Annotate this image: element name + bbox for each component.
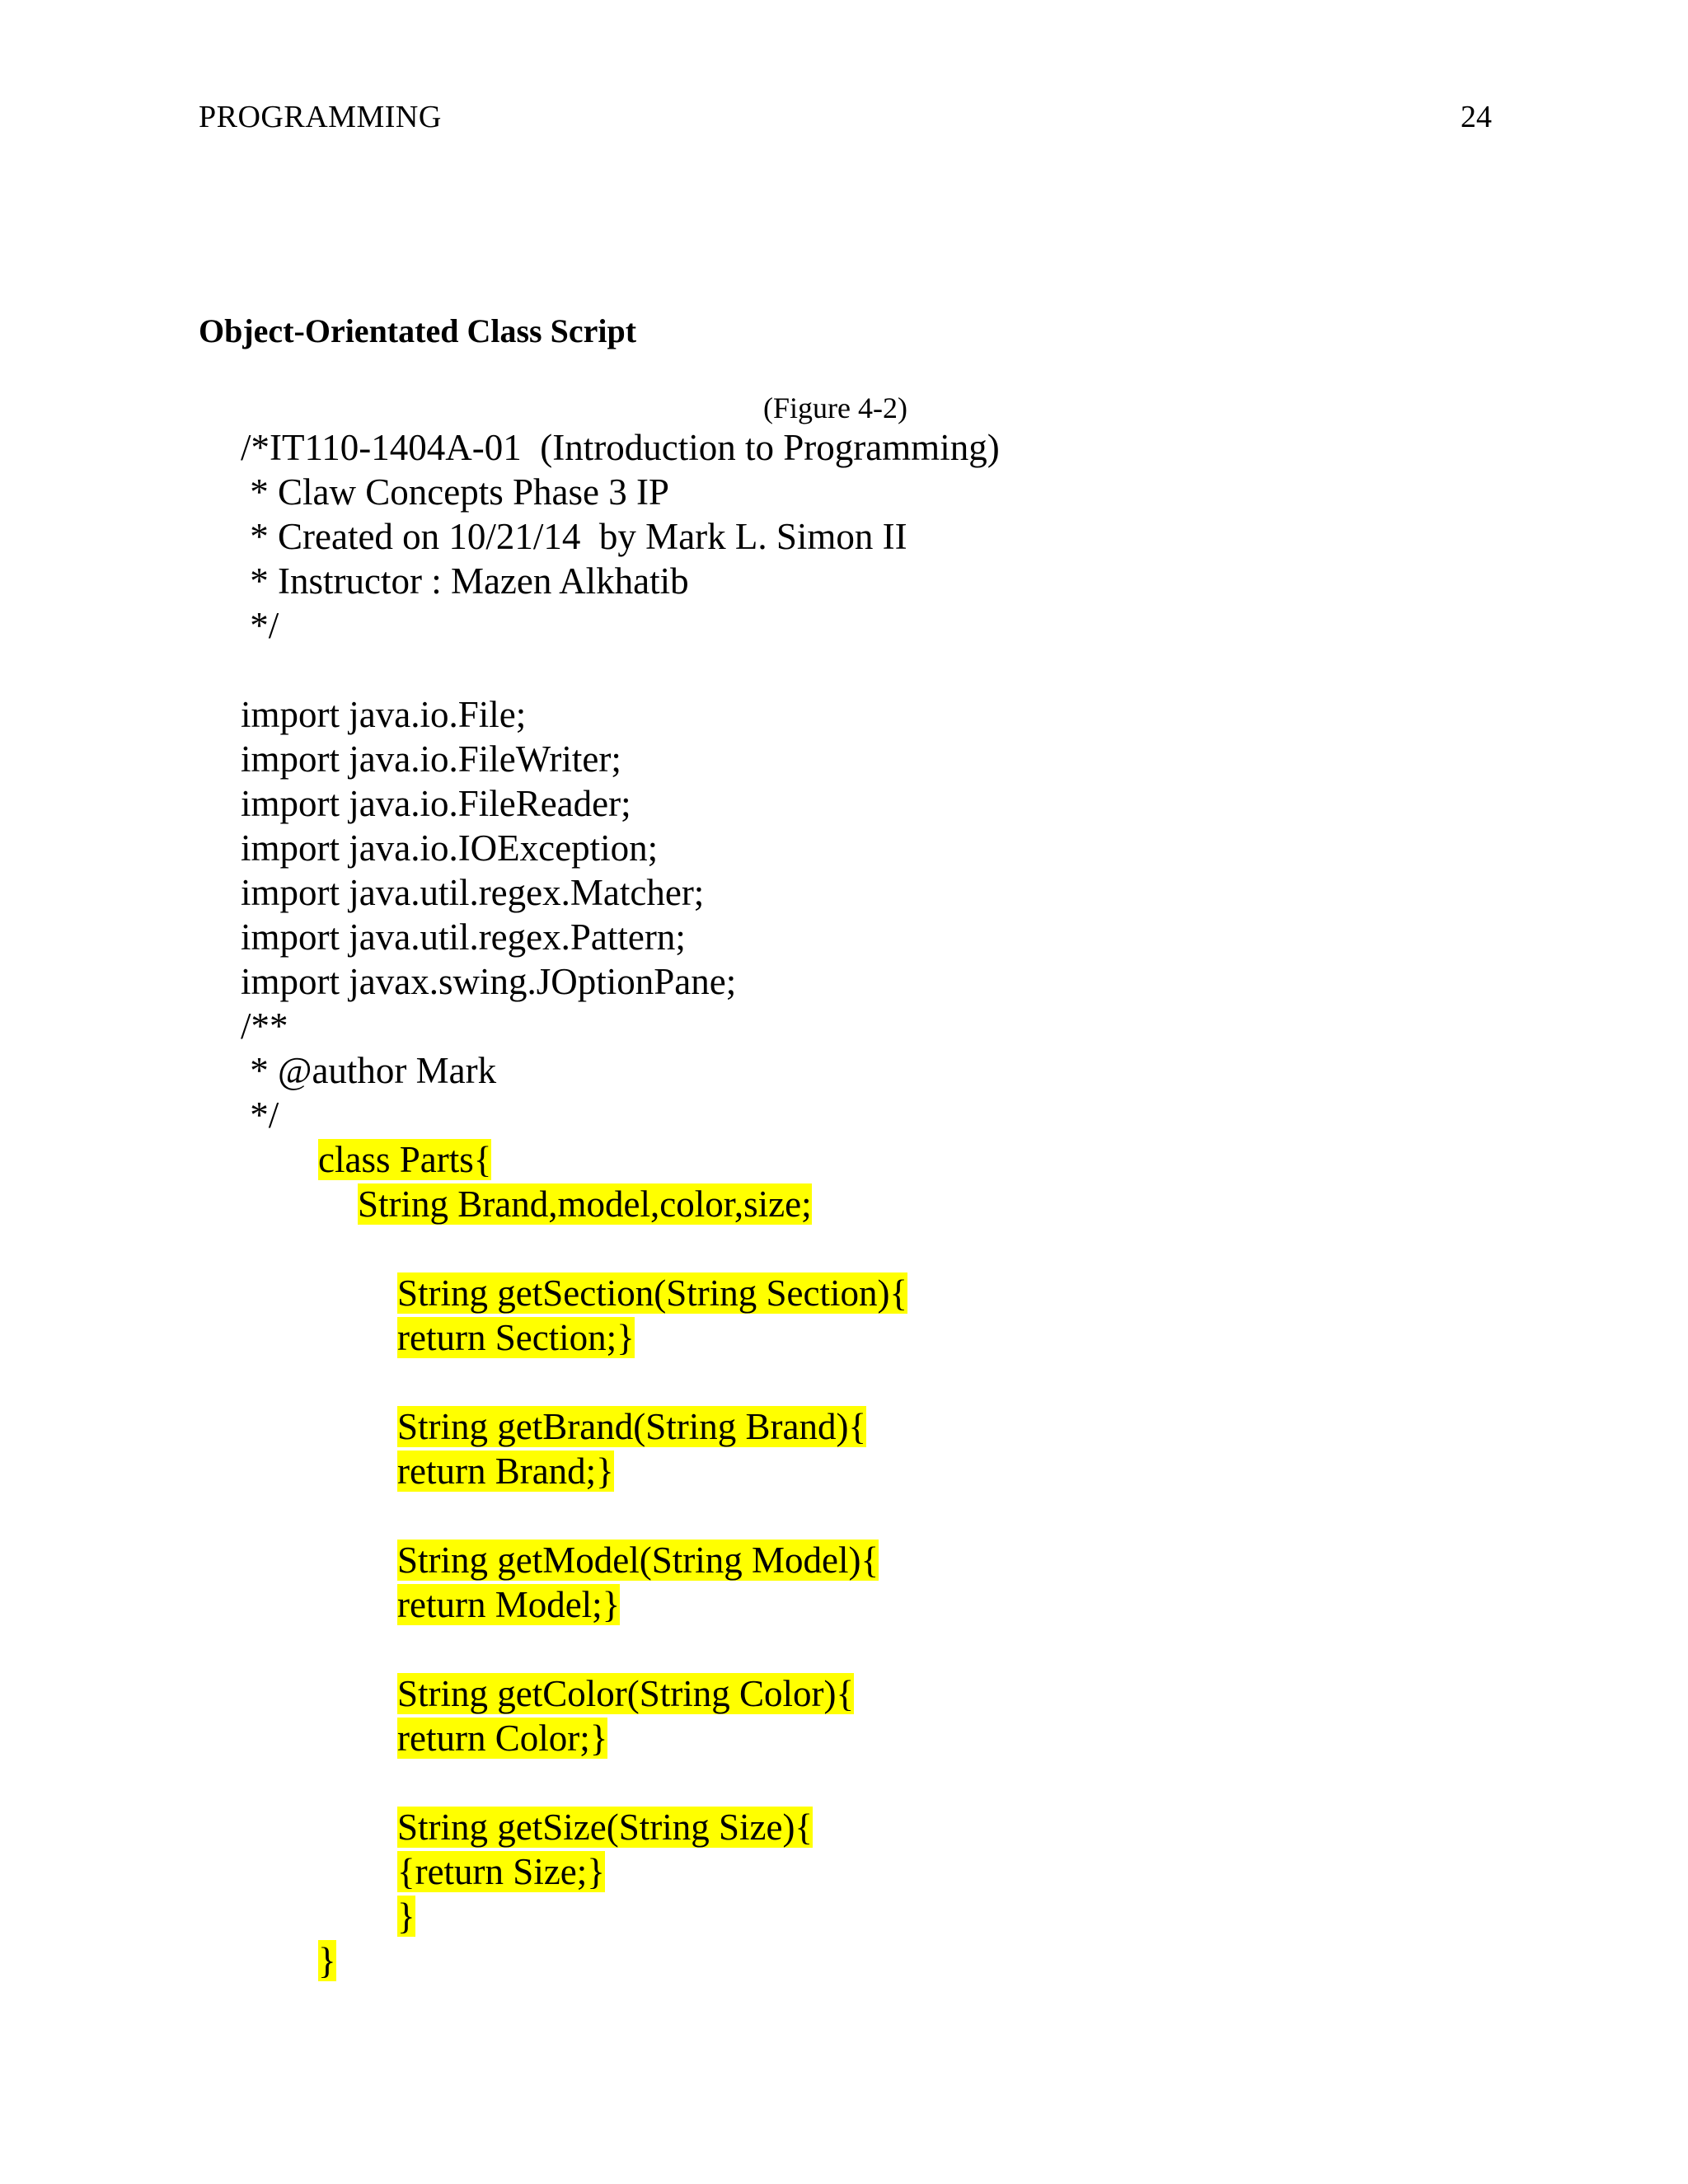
javadoc-line: /** — [241, 1005, 288, 1047]
javadoc-line: * @author Mark — [241, 1050, 497, 1091]
import-line: import java.io.File; — [241, 694, 527, 735]
comment-line: */ — [241, 605, 279, 646]
method-body: return Brand;} — [397, 1451, 614, 1492]
method-signature: String getSection(String Section){ — [397, 1272, 908, 1314]
import-line: import java.util.regex.Pattern; — [241, 916, 686, 958]
running-head: PROGRAMMING — [199, 100, 442, 134]
import-line: import java.io.FileReader; — [241, 783, 631, 824]
method-body: return Section;} — [397, 1317, 635, 1358]
class-declaration: class Parts{ — [318, 1139, 492, 1180]
method-signature: String getBrand(String Brand){ — [397, 1406, 867, 1447]
method-body: return Color;} — [397, 1718, 608, 1759]
method-close-brace: } — [397, 1896, 415, 1937]
comment-line: /*IT110-1404A-01 (Introduction to Programming) — [241, 427, 1000, 468]
field-declaration: String Brand,model,color,size; — [358, 1183, 812, 1225]
javadoc-line: */ — [241, 1094, 279, 1136]
page-number: 24 — [1461, 100, 1492, 134]
comment-line: * Instructor : Mazen Alkhatib — [241, 560, 689, 602]
import-line: import java.io.FileWriter; — [241, 738, 621, 780]
import-line: import java.io.IOException; — [241, 827, 659, 869]
figure-caption: (Figure 4-2) — [763, 391, 907, 424]
method-signature: String getColor(String Color){ — [397, 1673, 855, 1714]
comment-line: * Created on 10/21/14 by Mark L. Simon II — [241, 516, 907, 557]
import-line: import javax.swing.JOptionPane; — [241, 961, 737, 1002]
import-line: import java.util.regex.Matcher; — [241, 872, 705, 913]
method-signature: String getSize(String Size){ — [397, 1807, 814, 1848]
section-title: Object-Orientated Class Script — [199, 312, 637, 349]
class-close-brace: } — [318, 1940, 336, 1981]
method-body: {return Size;} — [397, 1851, 605, 1892]
comment-line: * Claw Concepts Phase 3 IP — [241, 471, 669, 513]
method-signature: String getModel(String Model){ — [397, 1540, 879, 1581]
method-body: return Model;} — [397, 1584, 621, 1625]
